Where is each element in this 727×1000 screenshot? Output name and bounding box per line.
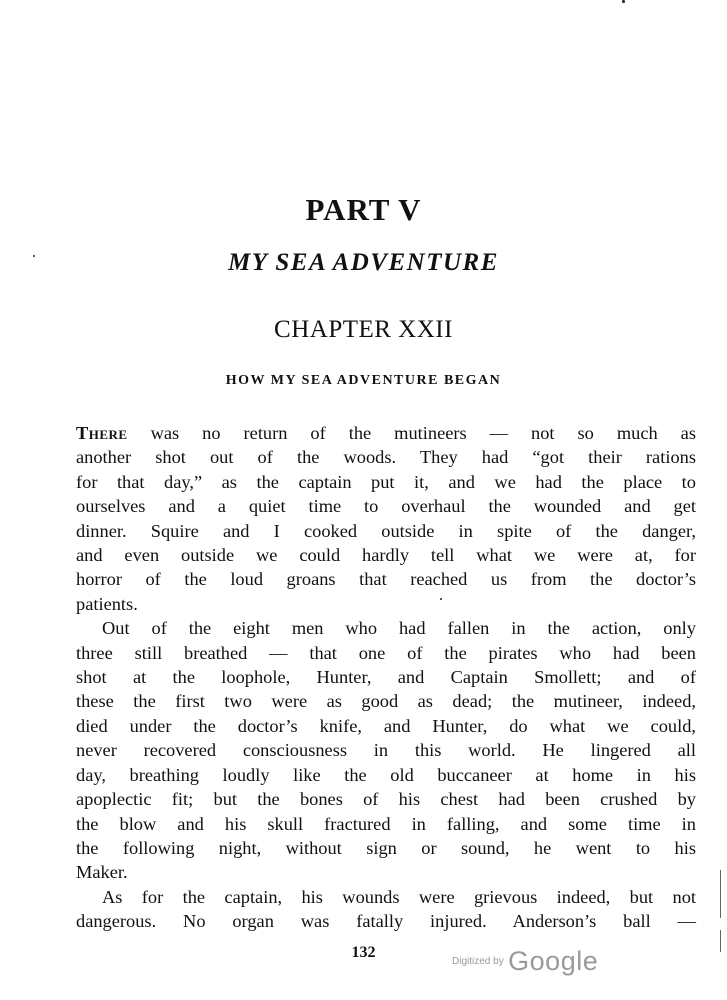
text-line: patients. [76, 593, 138, 614]
chapter-title: CHAPTER XXII [274, 316, 453, 343]
paragraph [76, 885, 696, 934]
text-line: the following night, without sign or sound, he went to his [76, 837, 696, 858]
scan-edge-mark [720, 870, 721, 918]
page-number: 132 [351, 944, 376, 961]
digitization-watermark [452, 946, 598, 977]
text-line: ourselves and a quiet time to overhaul the wounded and get [76, 496, 696, 517]
text-line: horror of the loud groans that reached us from the doctor’s [76, 569, 696, 590]
text-line: dinner. Squire and I cooked outside in spite of the danger, [76, 520, 696, 541]
scan-speck [622, 0, 625, 3]
text-line: three still breathed — that one of the pirates who had been [76, 642, 696, 663]
text-line: another shot out of the woods. They had “got their rations [76, 447, 696, 468]
text-line: the blow and his skull fractured in falling, and some time in [76, 813, 696, 834]
text-line: these the first two were as good as dead; the mutineer, indeed, [76, 691, 696, 712]
text-line: and even outside we could hardly tell what we were at, for [76, 545, 696, 566]
chapter-body [76, 421, 696, 934]
text-line: As for the captain, his wounds were grievous indeed, but not [102, 886, 696, 907]
text-line: Maker. [76, 862, 128, 883]
paragraph-opening-word: There [76, 423, 128, 443]
part-title: PART V [305, 192, 422, 227]
text-line: There was no return of the mutineers — not so much as [76, 423, 696, 443]
text-line: apoplectic fit; but the bones of his chest had been crushed by [76, 789, 696, 810]
text-line: day, breathing loudly like the old buccaneer at home in his [76, 764, 696, 785]
text-line: for that day,” as the captain put it, and we had the place to [76, 471, 696, 492]
part-subtitle: MY SEA ADVENTURE [228, 249, 499, 276]
text-line: died under the doctor’s knife, and Hunter, do what we could, [76, 715, 696, 736]
text-line: never recovered consciousness in this world. He lingered all [76, 740, 696, 761]
paragraph [76, 616, 696, 884]
text-line: Out of the eight men who had fallen in the action, only [102, 618, 696, 639]
text-line: dangerous. No organ was fatally injured. Anderson’s ball — [76, 911, 696, 932]
text-line: shot at the loophole, Hunter, and Captain Smollett; and of [76, 667, 696, 688]
scan-edge-mark [720, 930, 721, 952]
chapter-subtitle: HOW MY SEA ADVENTURE BEGAN [225, 373, 502, 388]
google-logo: Google [508, 946, 599, 976]
watermark-prefix: Digitized by [452, 956, 504, 967]
paragraph [76, 421, 696, 616]
